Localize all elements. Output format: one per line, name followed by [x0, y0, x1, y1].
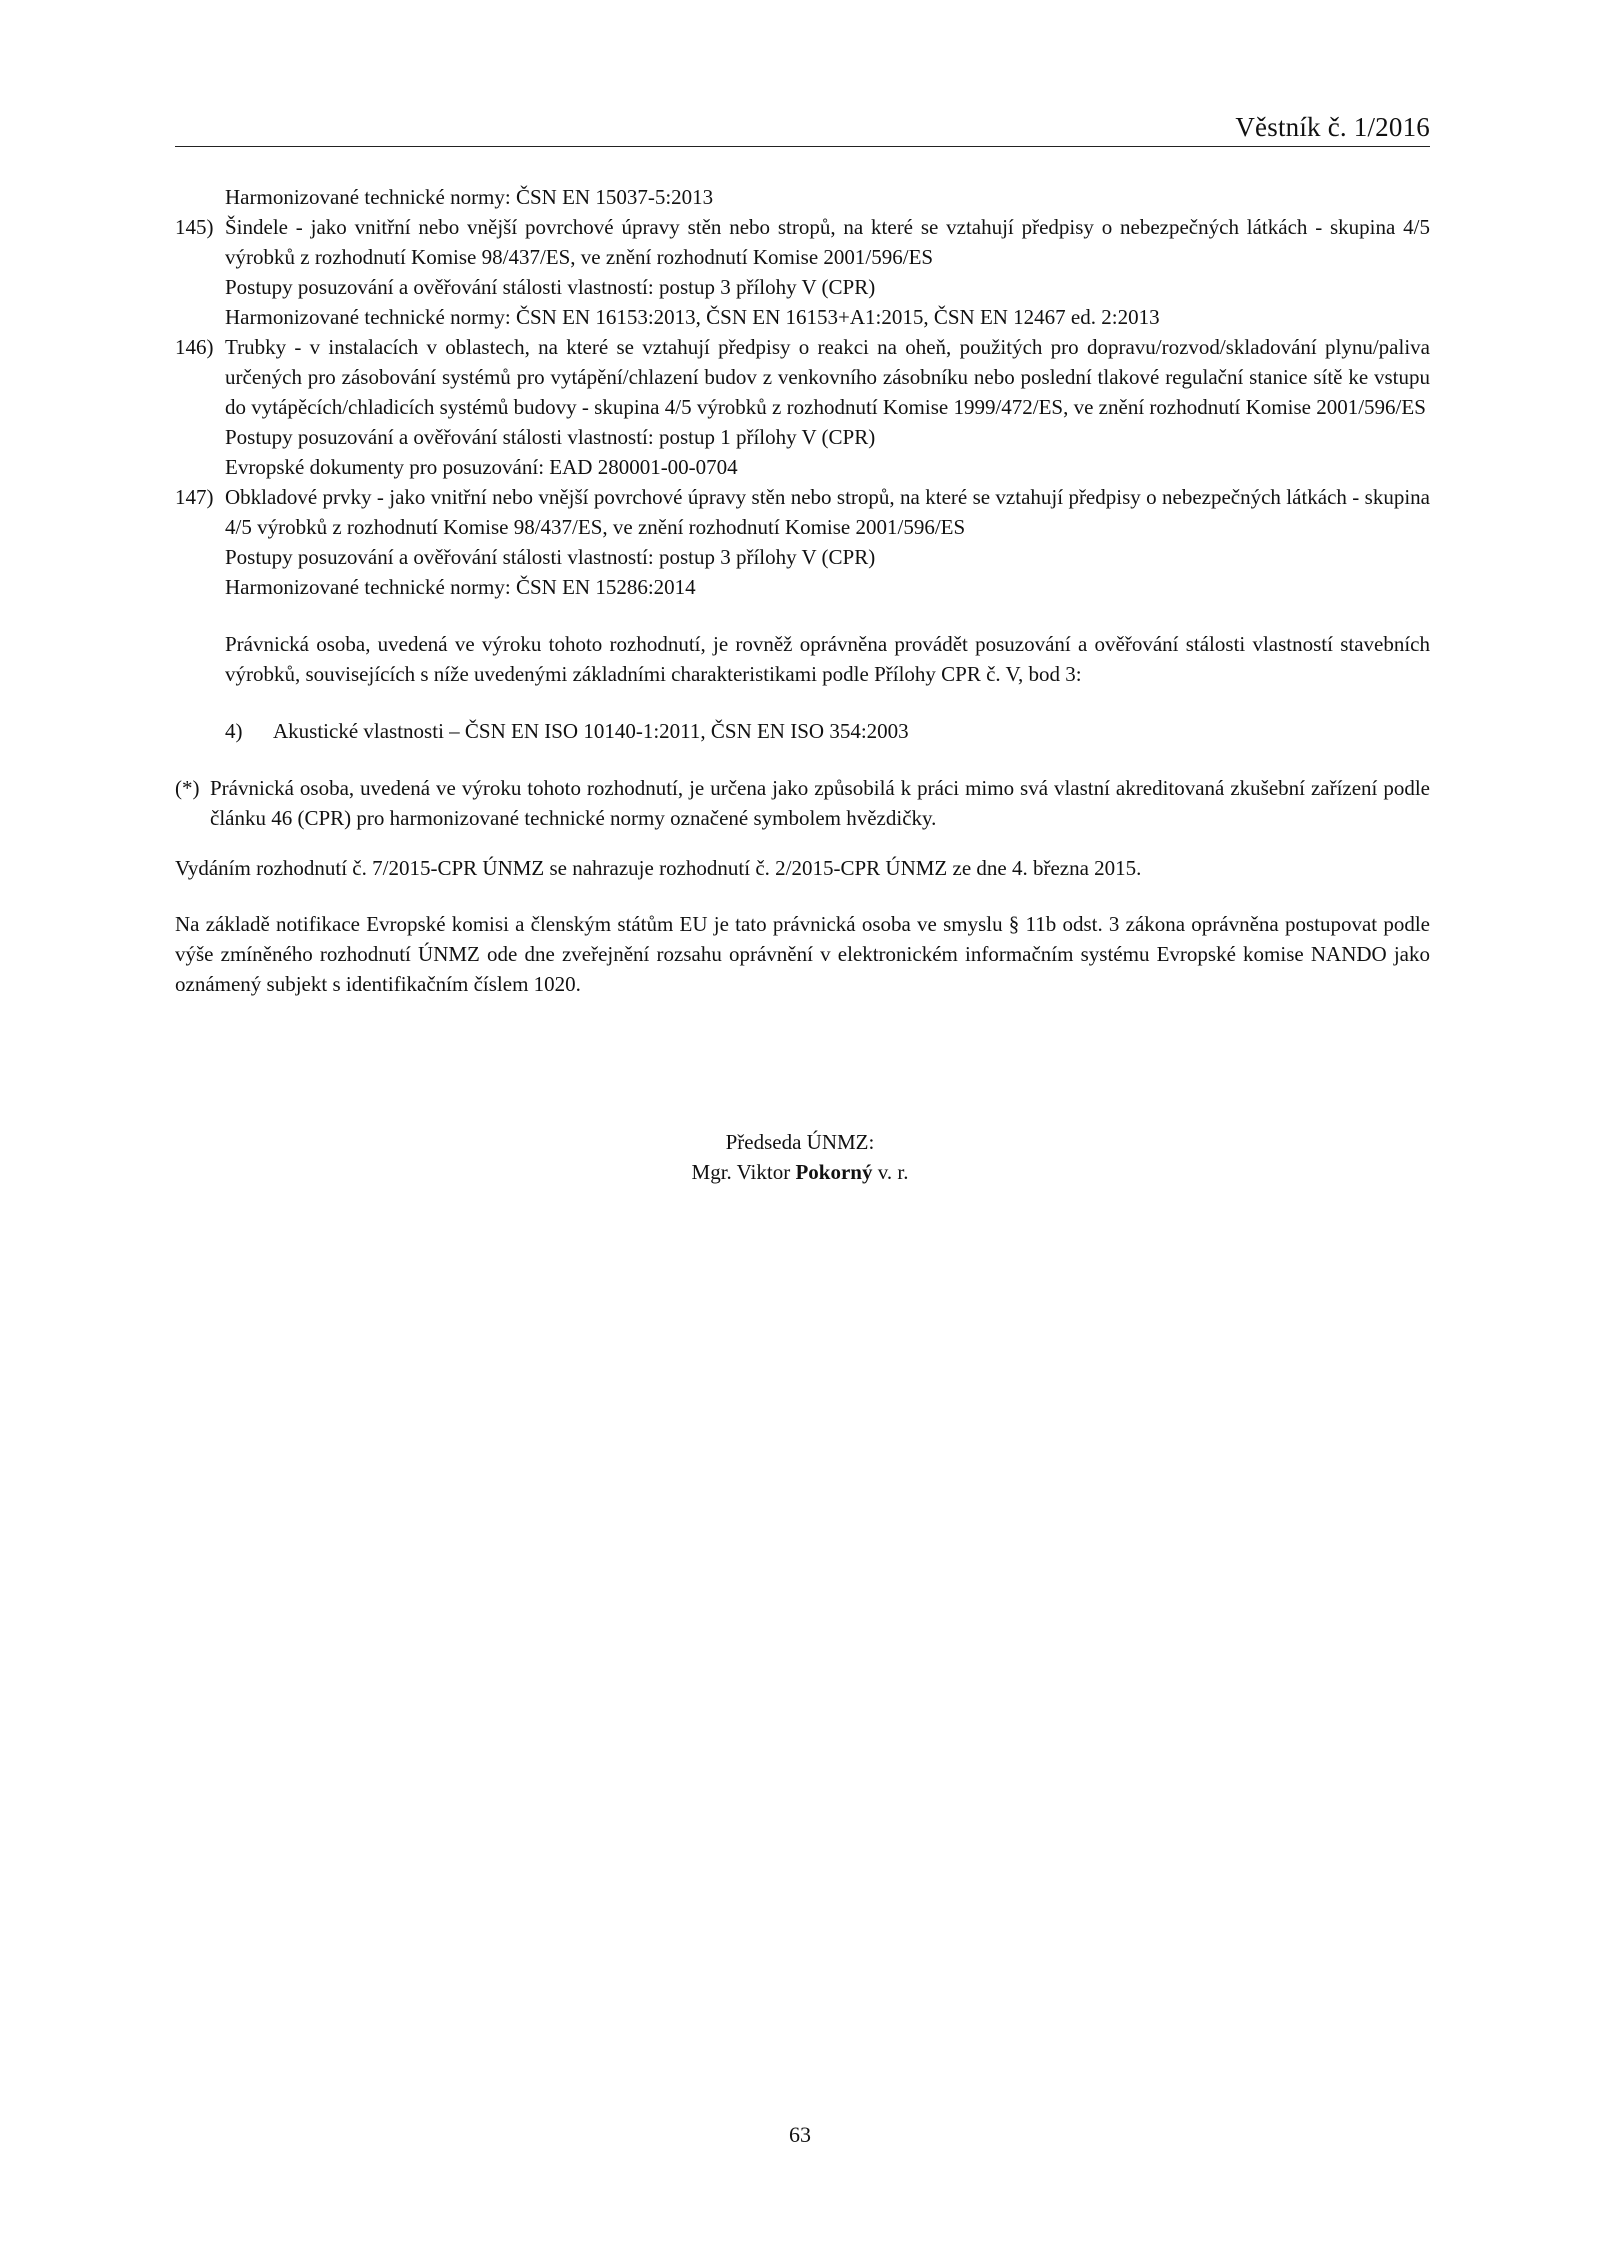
entry-standards: Harmonizované technické normy: ČSN EN 15286:2014	[225, 575, 696, 599]
entry-number: 147)	[175, 485, 214, 509]
notification-paragraph: Na základě notifikace Evropské komisi a členským státům EU je tato právnická osoba ve smyslu § 11b odst. 3 zákona oprávněna postupovat podle výše zmíněného rozhodnutí ÚNMZ ode dne zveřejnění rozsahu oprávnění v elektronickém informačním systému Evropské komise NANDO jako oznámený subjekt s identifikačním číslem 1020.	[175, 912, 1430, 996]
entry-procedure: Postupy posuzování a ověřování stálosti vlastností: postup 1 přílohy V (CPR)	[225, 425, 876, 449]
note-text: Právnická osoba, uvedená ve výroku tohoto rozhodnutí, je určena jako způsobilá k práci mimo svá vlastní akreditovaná zkušební zařízení podle článku 46 (CPR) pro harmonizované technické normy označené symbolem hvězdičky.	[210, 776, 1430, 830]
entry-text: Šindele - jako vnitřní nebo vnější povrchové úpravy stěn nebo stropů, na které se vztahují předpisy o nebezpečných látkách - skupina 4/5 výrobků z rozhodnutí Komise 98/437/ES, ve znění rozhodnutí Komise 2001/596/ES	[225, 215, 1430, 269]
asterisk-note	[175, 773, 1430, 833]
entry-number: 145)	[175, 215, 214, 239]
entry-text: Obkladové prvky - jako vnitřní nebo vnější povrchové úpravy stěn nebo stropů, na které se vztahují předpisy o nebezpečných látkách - skupina 4/5 výrobků z rozhodnutí Komise 98/437/ES, ve znění rozhodnutí Komise 2001/596/ES	[225, 485, 1430, 539]
acoustic-properties-item	[175, 716, 1430, 746]
item-text: Akustické vlastnosti – ČSN EN ISO 10140-1:2011, ČSN EN ISO 354:2003	[273, 719, 909, 743]
entry-procedure: Postupy posuzování a ověřování stálosti vlastností: postup 3 přílohy V (CPR)	[225, 275, 876, 299]
entry-146	[175, 332, 1430, 482]
name-surname: Pokorný	[795, 1160, 873, 1184]
entry-number: 146)	[175, 335, 214, 359]
harmonized-standards-line: Harmonizované technické normy: ČSN EN 15037-5:2013	[225, 185, 714, 209]
page-number: 63	[789, 2122, 811, 2147]
signature-block	[0, 1127, 1600, 1187]
entry-procedure: Postupy posuzování a ověřování stálosti vlastností: postup 3 přílohy V (CPR)	[225, 545, 876, 569]
note-mark: (*)	[175, 776, 200, 800]
entry-standards: Harmonizované technické normy: ČSN EN 16153:2013, ČSN EN 16153+A1:2015, ČSN EN 12467 ed. 2:2013	[225, 305, 1160, 329]
journal-title: Věstník č. 1/2016	[1235, 112, 1430, 142]
entry-147	[175, 482, 1430, 602]
legal-person-paragraph: Právnická osoba, uvedená ve výroku tohoto rozhodnutí, je rovněž oprávněna provádět posuzování a ověřování stálosti vlastností stavebních výrobků, souvisejících s níže uvedenými základními charakteristikami podle Přílohy CPR č. V, bod 3:	[225, 632, 1430, 686]
entry-145	[175, 212, 1430, 332]
signatory-name	[0, 1157, 1600, 1187]
entry-text: Trubky - v instalacích v oblastech, na které se vztahují předpisy o reakci na oheň, použitých pro dopravu/rozvod/skladování plynu/paliva určených pro zásobování systémů pro vytápění/chlazení budov z venkovního zásobníku nebo poslední tlakové regulační stanice sítě ke vstupu do vytápěcích/chladicích systémů budovy - skupina 4/5 výrobků z rozhodnutí Komise 1999/472/ES, ve znění rozhodnutí Komise 2001/596/ES	[225, 335, 1430, 419]
entry-standards: Evropské dokumenty pro posuzování: EAD 280001-00-0704	[225, 455, 738, 479]
name-prefix: Mgr. Viktor	[691, 1160, 791, 1184]
signatory-role: Předseda ÚNMZ:	[725, 1130, 875, 1154]
replacement-paragraph: Vydáním rozhodnutí č. 7/2015-CPR ÚNMZ se nahrazuje rozhodnutí č. 2/2015-CPR ÚNMZ ze dne 4. března 2015.	[175, 856, 1142, 880]
item-number: 4)	[225, 719, 243, 743]
page-header	[175, 112, 1430, 147]
name-suffix: v. r.	[877, 1160, 909, 1184]
document-body	[175, 182, 1430, 999]
